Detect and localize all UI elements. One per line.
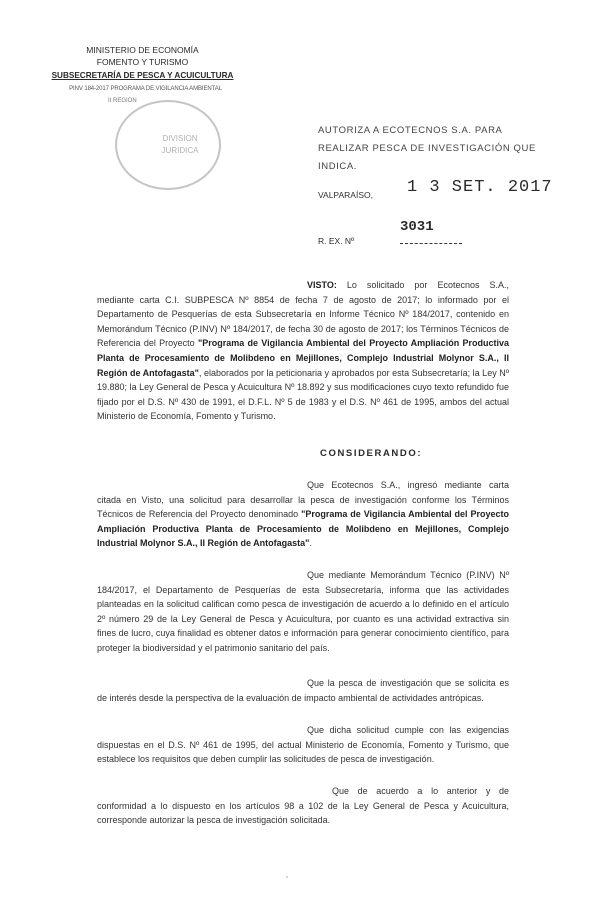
reference-line: PINV 184-2017 PROGRAMA DE VIGILANCIA AMBIENTAL — [69, 86, 222, 92]
stamp-line-2: JURIDICA — [161, 146, 199, 155]
considerando-5 — [97, 784, 509, 828]
c3-text: Que la pesca de investigación que se solicita es de interés desde la perspectiva de la evaluación de impacto ambiental de actividades antrópicas. — [97, 678, 509, 703]
place-label: VALPARAÍSO, — [318, 190, 373, 200]
document-subject: AUTORIZA A ECOTECNOS S.A. PARA REALIZAR PESCA DE INVESTIGACIÓN QUE INDICA. — [318, 125, 536, 172]
rex-label: R. EX. Nº — [318, 236, 355, 246]
c2-text: Que mediante Memorándum Técnico (P.INV) Nº 184/2017, el Departamento de Pesquerías de esta Subsecretaría, informa que las actividades planteadas en la solicitud califican como pesca de investigación de acuerdo a lo definido en el artículo 2º número 29 de la Ley General de Pesca y Acuicultura, por cuanto es una actividad extractiva sin fines de lucro, cuya finalidad es obtener datos e información para generar conocimiento científico, para proteger la biodiversidad y el patrimonio sanitario del país. — [97, 570, 509, 653]
considerando-1 — [97, 478, 509, 551]
stamp-line-1: DIVISION — [162, 134, 198, 143]
page-mark: ' — [286, 875, 288, 886]
c1-text-1: Que Ecotecnos S.A., ingresó mediante carta citada en Visto, una solicitud para desarrollar la pesca de investigación conforme los Términos Técnicos de Referencia del Proyecto denominado — [97, 480, 509, 520]
considerando-heading: CONSIDERANDO: — [320, 448, 423, 459]
ministry-line: MINISTERIO DE ECONOMÍA — [86, 45, 199, 55]
visto-text-2: , elaborados por la peticionaria y aprobados por esta Subsecretaría; la Ley Nº 19.880; la Ley General de Pesca y Acuicultura Nº 18.892 y sus modificaciones cuyo texto refundido fue fijado por el D.S. Nº 430 de 1991, el D.F.L. Nº 5 de 1983 y el D.S. Nº 461 de 1995, ambos del actual Ministerio de Economía, Fomento y Turismo. — [97, 367, 509, 422]
considerando-2 — [97, 568, 509, 656]
rex-number: 3031 — [400, 219, 434, 235]
c1-project-name: "Programa de Vigilancia Ambiental del Proyecto Ampliación Productiva Planta de Procesamiento de Molibdeno en Mejillones, Complejo Industrial Molynor S.A., II Región de Antofagasta" — [97, 509, 509, 549]
ministry-line-2: FOMENTO Y TURISMO — [96, 57, 189, 67]
visto-label: VISTO: — [307, 280, 337, 290]
considerando-4 — [97, 723, 509, 767]
date-stamp: 1 3 SET. 2017 — [407, 178, 553, 197]
c1-text-2: . — [309, 538, 312, 549]
visto-project-name: "Programa de Vigilancia Ambiental del Proyecto Ampliación Productiva Planta de Procesamiento de Molibdeno en Mejillones, Complejo Industrial Molynor S.A., II Región de Antofagasta" — [97, 338, 509, 378]
region-line: II REGION — [108, 98, 137, 104]
visto-text-1: Lo solicitado por Ecotecnos S.A., mediante carta C.I. SUBPESCA Nº 8854 de fecha 7 de agosto de 2017; lo informado por el Departamento de Pesquerías de esta Subsecretaría en Informe Técnico Nº 184/2017, contenido en Memorándum Técnico (P.INV) Nº 184/2017, de fecha 30 de agosto de 2017; los Términos Técnicos de Referencia del Proyecto — [97, 280, 509, 349]
visto-paragraph — [97, 278, 509, 424]
rex-underline — [400, 243, 462, 244]
subsecretaria-line: SUBSECRETARÍA DE PESCA Y ACUICULTURA — [51, 71, 234, 80]
considerando-3 — [97, 676, 509, 705]
stamp-text — [150, 133, 210, 157]
c4-text: Que dicha solicitud cumple con las exigencias dispuestas en el D.S. Nº 461 de 1995, del actual Ministerio de Economía, Fomento y Turismo, que establece los requisitos que deben cumplir las solicitudes de pesca de investigación. — [97, 725, 509, 765]
c5-text: Que de acuerdo a lo anterior y de conformidad a lo dispuesto en los artículos 98 a 102 de la Ley General de Pesca y Acuicultura, corresponde autorizar la pesca de investigación solicitada. — [97, 786, 509, 826]
